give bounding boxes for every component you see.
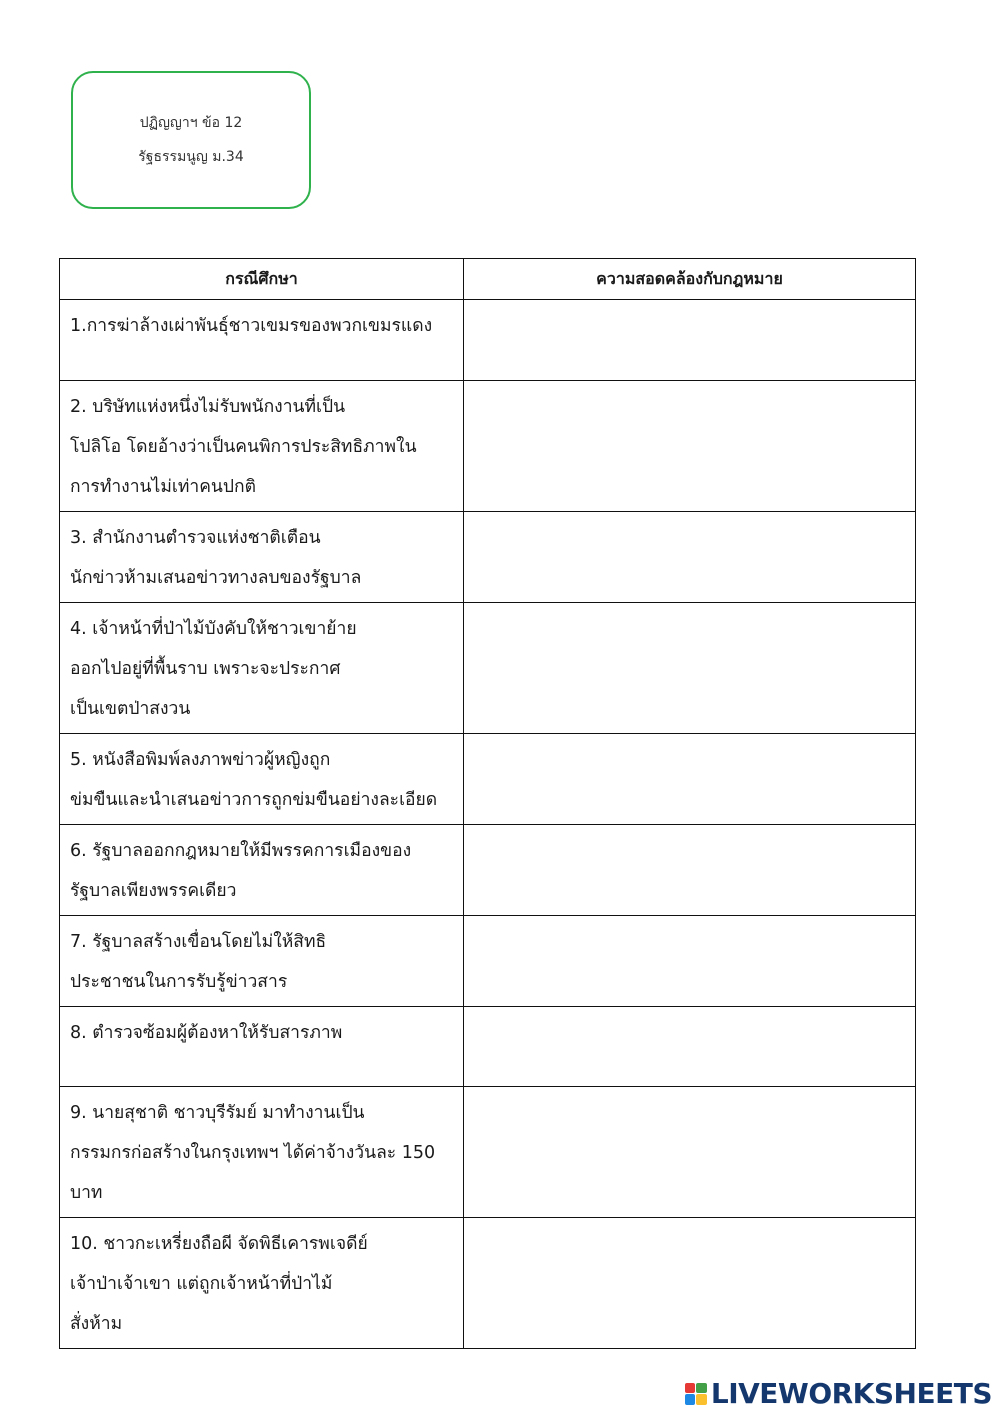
- answer-option-box[interactable]: [71, 71, 311, 209]
- answer-drop-cell[interactable]: [464, 1218, 916, 1349]
- case-text: 4. เจ้าหน้าที่ป่าไม้บังคับให้ชาวเขาย้าย ออกไปอยู่ที่พื้นราบ เพราะจะประกาศ เป็นเขตป่าสงวน: [70, 619, 357, 719]
- header-case-study: กรณีศึกษา: [60, 259, 464, 300]
- case-text: 1.การฆ่าล้างเผ่าพันธุ์ชาวเขมรของพวกเขมรแดง: [70, 316, 433, 336]
- case-text: 8. ตำรวจซ้อมผู้ต้องหาให้รับสารภาพ: [70, 1023, 343, 1043]
- case-text: 6. รัฐบาลออกกฎหมายให้มีพรรคการเมืองของ รัฐบาลเพียงพรรคเดียว: [70, 841, 412, 901]
- case-cell: [60, 916, 464, 1007]
- liveworksheets-logo-icon: [685, 1383, 707, 1405]
- case-text: 9. นายสุชาติ ชาวบุรีรัมย์ มาทำงานเป็น กรรมกรก่อสร้างในกรุงเทพฯ ได้ค่าจ้างวันละ 150 บาท: [70, 1103, 436, 1203]
- table-row: [60, 1087, 916, 1218]
- table-row: [60, 300, 916, 381]
- liveworksheets-logo[interactable]: [685, 1377, 992, 1410]
- table-row: [60, 381, 916, 512]
- answer-drop-cell[interactable]: [464, 512, 916, 603]
- table-row: [60, 734, 916, 825]
- logo-square-red: [685, 1383, 696, 1394]
- answer-drop-cell[interactable]: [464, 603, 916, 734]
- answer-drop-cell[interactable]: [464, 916, 916, 1007]
- table-row: [60, 916, 916, 1007]
- answer-drop-cell[interactable]: [464, 1087, 916, 1218]
- answer-drop-cell[interactable]: [464, 734, 916, 825]
- case-cell: [60, 825, 464, 916]
- case-text: 3. สำนักงานตำรวจแห่งชาติเตือน นักข่าวห้ามเสนอข่าวทางลบของรัฐบาล: [70, 528, 362, 588]
- case-text: 5. หนังสือพิมพ์ลงภาพข่าวผู้หญิงถูก ข่มขืนและนำเสนอข่าวการถูกข่มขืนอย่างละเอียด: [70, 750, 438, 810]
- table-row: [60, 603, 916, 734]
- case-cell: [60, 512, 464, 603]
- case-text: 10. ชาวกะเหรี่ยงถือผี จัดพิธีเคารพเจดีย์ เจ้าป่าเจ้าเขา แต่ถูกเจ้าหน้าที่ป่าไม้ สั่งห้าม: [70, 1234, 368, 1334]
- case-cell: [60, 1007, 464, 1087]
- table-row: [60, 1218, 916, 1349]
- answer-drop-cell[interactable]: [464, 825, 916, 916]
- logo-square-yellow: [696, 1394, 707, 1405]
- case-cell: [60, 1087, 464, 1218]
- logo-square-green: [696, 1383, 707, 1394]
- case-text: 2. บริษัทแห่งหนึ่งไม่รับพนักงานที่เป็น โปลิโอ โดยอ้างว่าเป็นคนพิการประสิทธิภาพใน การทำงานไม่เท่าคนปกติ: [70, 397, 417, 497]
- case-text: 7. รัฐบาลสร้างเขื่อนโดยไม่ให้สิทธิ ประชาชนในการรับรู้ข่าวสาร: [70, 932, 327, 992]
- table-row: [60, 512, 916, 603]
- case-cell: [60, 734, 464, 825]
- answer-drop-cell[interactable]: [464, 1007, 916, 1087]
- table-header-row: [60, 259, 916, 300]
- answer-option-1[interactable]: ปฏิญญาฯ ข้อ 12: [139, 115, 243, 131]
- header-law-consistency: ความสอดคล้องกับกฎหมาย: [464, 259, 916, 300]
- answer-drop-cell[interactable]: [464, 300, 916, 381]
- case-cell: [60, 1218, 464, 1349]
- case-cell: [60, 300, 464, 381]
- case-cell: [60, 381, 464, 512]
- table-row: [60, 1007, 916, 1087]
- case-cell: [60, 603, 464, 734]
- logo-square-blue: [685, 1394, 696, 1405]
- table-row: [60, 825, 916, 916]
- case-study-table: [59, 258, 916, 1349]
- brand-name: LIVEWORKSHEETS: [710, 1377, 992, 1410]
- answer-option-2[interactable]: รัฐธรรมนูญ ม.34: [138, 149, 244, 165]
- answer-drop-cell[interactable]: [464, 381, 916, 512]
